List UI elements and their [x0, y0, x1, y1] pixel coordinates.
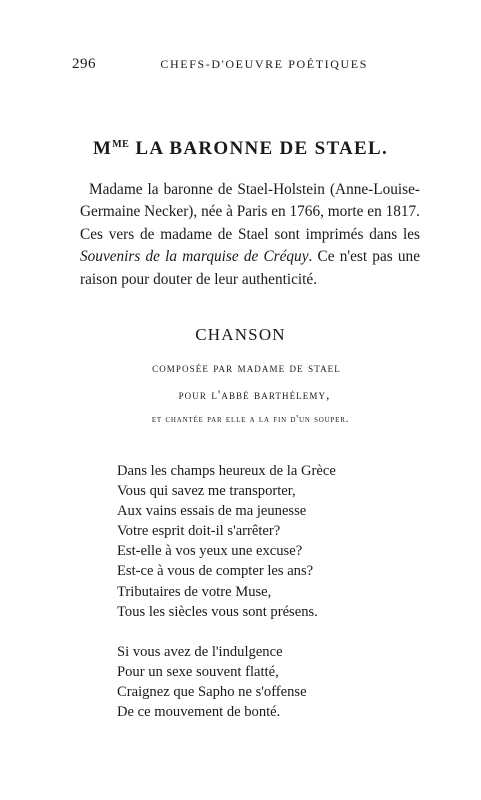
running-header — [72, 56, 398, 76]
author-name: LA BARONNE DE STAEL. — [135, 138, 389, 159]
poem-subtitle-line3: et chantée par elle a la fin d'un souper. — [151, 414, 350, 425]
intro-paragraph — [80, 179, 420, 291]
intro-text-part1: Madame la baronne de Stael-Holstein (Anne-Louise-Germaine Necker), née à Paris en 1766, morte en 1817. Ces vers de madame de Stael sont imprimés dans les — [80, 181, 420, 243]
poem-subtitle-line2: pour l'abbé barthélemy, — [178, 387, 331, 402]
poem-title: CHANSON — [195, 325, 286, 344]
page-number: 296 — [72, 56, 96, 72]
verse-line: Craignez que Sapho ne s'offense — [117, 683, 307, 700]
verse-line: Pour un sexe souvent flatté, — [117, 663, 279, 680]
author-prefix: M — [92, 138, 113, 159]
author-prefix-sup: ME — [112, 139, 130, 150]
intro-source-title: Souvenirs de la marquise de Créquy — [80, 248, 309, 266]
verse-line: Est-elle à vos yeux une excuse? — [117, 543, 303, 560]
poem-body — [117, 461, 417, 742]
intro-text-part2: . Ce n'est pas une raison pour douter de leur authenticité. — [80, 248, 420, 288]
verse-line: Est-ce à vous de compter les ans? — [117, 563, 314, 580]
verse-line: Vous qui savez me transporter, — [117, 483, 296, 500]
poem-subtitle-line1: composée par madame de stael — [152, 360, 341, 375]
verse-line: Dans les champs heureux de la Grèce — [117, 463, 336, 479]
stanza-1 — [117, 461, 417, 622]
verse-line: Votre esprit doit-il s'arrêter? — [117, 523, 281, 540]
author-heading — [0, 138, 481, 160]
verse-line: Si vous avez de l'indulgence — [117, 643, 283, 660]
verse-line: Tous les siècles vous sont présens. — [117, 603, 318, 620]
running-title: CHEFS-D'OEUVRE POÉTIQUES — [160, 57, 368, 71]
stanza-2 — [117, 642, 417, 722]
verse-line: Tributaires de votre Muse, — [117, 583, 272, 600]
verse-line: De ce mouvement de bonté. — [117, 704, 281, 721]
verse-line: Aux vains essais de ma jeunesse — [117, 503, 307, 520]
